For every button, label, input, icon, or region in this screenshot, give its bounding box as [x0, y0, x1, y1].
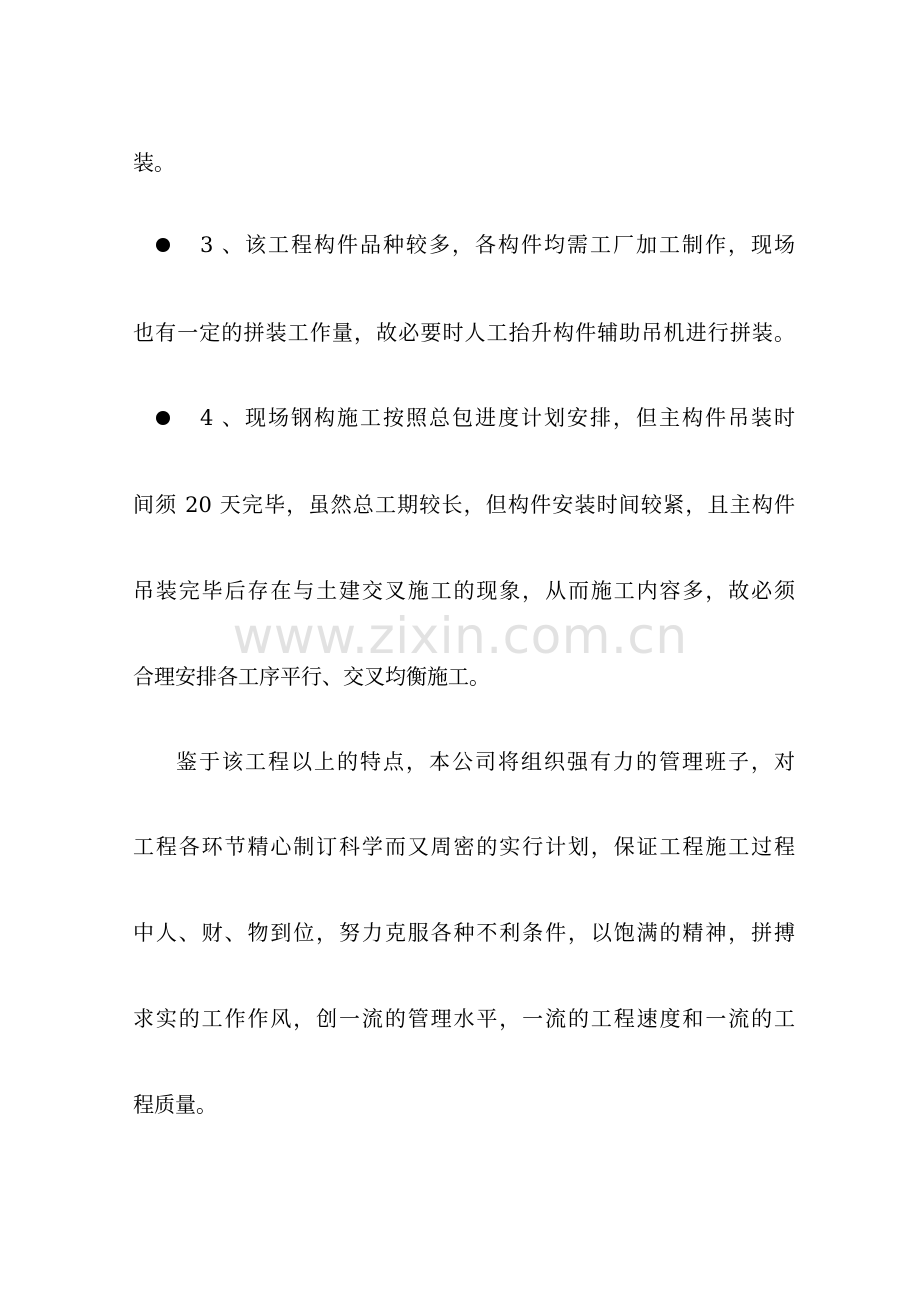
- paragraph-line: 求实的工作作风，创一流的管理水平，一流的工程速度和一流的工: [133, 1007, 795, 1031]
- list-item-4-line-2: 间须 20 天完毕，虽然总工期较长，但构件安装时间较紧，且主构件: [133, 493, 795, 517]
- list-item-4-line-1: 4 、现场钢构施工按照总包进度计划安排，但主构件吊装时: [200, 406, 795, 430]
- list-item-4-line-4: 合理安排各工序平行、交叉均衡施工。: [133, 665, 490, 689]
- list-item-4-line-3: 吊装完毕后存在与土建交叉施工的现象，从而施工内容多，故必须: [133, 579, 795, 603]
- paragraph-line: 程质量。: [133, 1093, 217, 1117]
- paragraph-line: 装。: [133, 151, 175, 175]
- list-item-3-line-2: 也有一定的拼装工作量，故必要时人工抬升构件辅助吊机进行拼装。: [133, 321, 795, 345]
- watermark: www.zixin.com.cn: [232, 607, 688, 665]
- list-item-3-line-1: 3 、该工程构件品种较多，各构件均需工厂加工制作，现场: [200, 233, 795, 257]
- paragraph-line: 中人、财、物到位，努力克服各种不利条件，以饱满的精神，拼搏: [133, 921, 795, 945]
- paragraph-line: 鉴于该工程以上的特点，本公司将组织强有力的管理班子，对: [176, 750, 795, 774]
- bullet-dot-icon: [156, 238, 170, 252]
- bullet-dot-icon: [156, 411, 170, 425]
- paragraph-line: 工程各环节精心制订科学而又周密的实行计划，保证工程施工过程: [133, 835, 795, 859]
